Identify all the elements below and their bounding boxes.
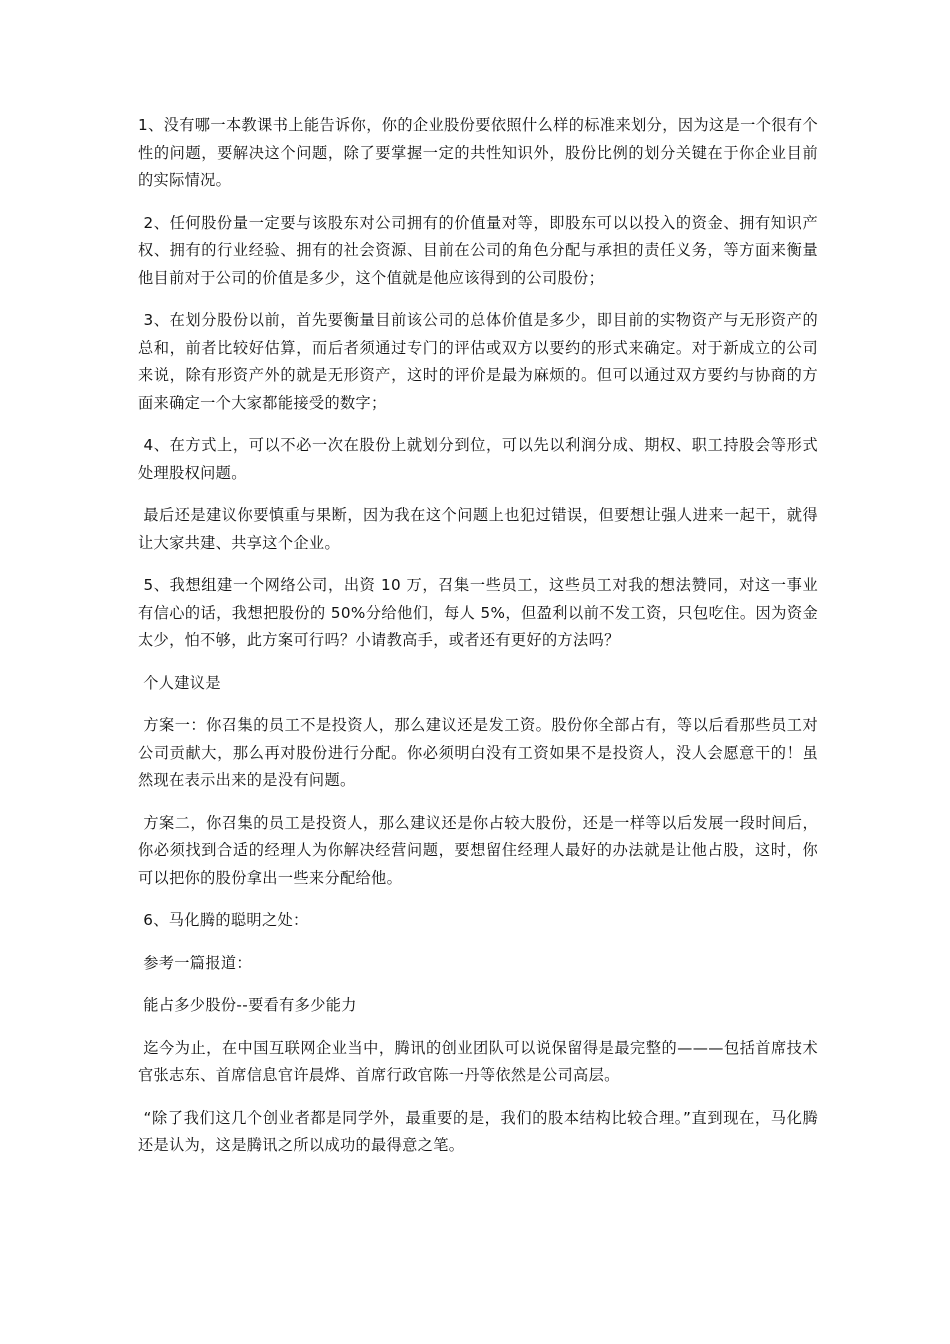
paragraph-6: 5、我想组建一个网络公司，出资 10 万，召集一些员工，这些员工对我的想法赞同，对这一事业有信心的话，我想把股份的 50%分给他们，每人 5%，但盈利以前不发工资，只包吃住。因为资金太少，怕不够，此方案可行吗？小请教高手，或者还有更好的方法吗？ [138,576,818,649]
paragraph-3: 3、在划分股份以前，首先要衡量目前该公司的总体价值是多少，即目前的实物资产与无形资产的总和，前者比较好估算，而后者须通过专门的评估或双方以要约的形式来确定。对于新成立的公司来说，除有形资产外的就是无形资产，这时的评价是最为麻烦的。但可以通过双方要约与协商的方面来确定一个大家都能接受的数字； [138,311,818,412]
paragraph-11: 参考一篇报道： [138,953,252,972]
paragraph-9: 方案二，你召集的员工是投资人，那么建议还是你占较大股份，还是一样等以后发展一段时间后，你必须找到合适的经理人为你解决经营问题，要想留住经理人最好的办法就是让他占股，这时，你可以把你的股份拿出一些来分配给他。 [138,813,818,887]
paragraph-5: 最后还是建议你要慎重与果断，因为我在这个问题上也犯过错误，但要想让强人进来一起干，就得让大家共建、共享这个企业。 [138,506,818,552]
paragraph-7: 个人建议是 [138,673,221,692]
paragraph-8: 方案一：你召集的员工不是投资人，那么建议还是发工资。股份你全部占有，等以后看那些员工对公司贡献大，那么再对股份进行分配。你必须明白没有工资如果不是投资人，没人会愿意干的！虽然现在表示出来的是没有问题。 [138,716,818,789]
document-body [138,112,818,1175]
paragraph-10: 6、马化腾的聪明之处： [138,911,309,929]
paragraph-13: 迄今为止，在中国互联网企业当中，腾讯的创业团队可以说保留得是最完整的———包括首席技术官张志东、首席信息官许晨烨、首席行政官陈一丹等依然是公司高层。 [138,1038,818,1084]
paragraph-14: “除了我们这几个创业者都是同学外，最重要的是，我们的股本结构比较合理。”直到现在，马化腾还是认为，这是腾讯之所以成功的最得意之笔。 [138,1108,818,1154]
paragraph-4: 4、在方式上，可以不必一次在股份上就划分到位，可以先以利润分成、期权、职工持股会等形式处理股权问题。 [138,436,818,482]
paragraph-1: 1、没有哪一本教课书上能告诉你，你的企业股份要依照什么样的标准来划分，因为这是一个很有个性的问题，要解决这个问题，除了要掌握一定的共性知识外，股份比例的划分关键在于你企业目前的实际情况。 [138,116,818,189]
paragraph-12: 能占多少股份--要看有多少能力 [138,996,357,1014]
paragraph-2: 2、任何股份量一定要与该股东对公司拥有的价值量对等，即股东可以以投入的资金、拥有知识产权、拥有的行业经验、拥有的社会资源、目前在公司的角色分配与承担的责任义务，等方面来衡量他目前对于公司的价值是多少，这个值就是他应该得到的公司股份； [138,213,818,287]
